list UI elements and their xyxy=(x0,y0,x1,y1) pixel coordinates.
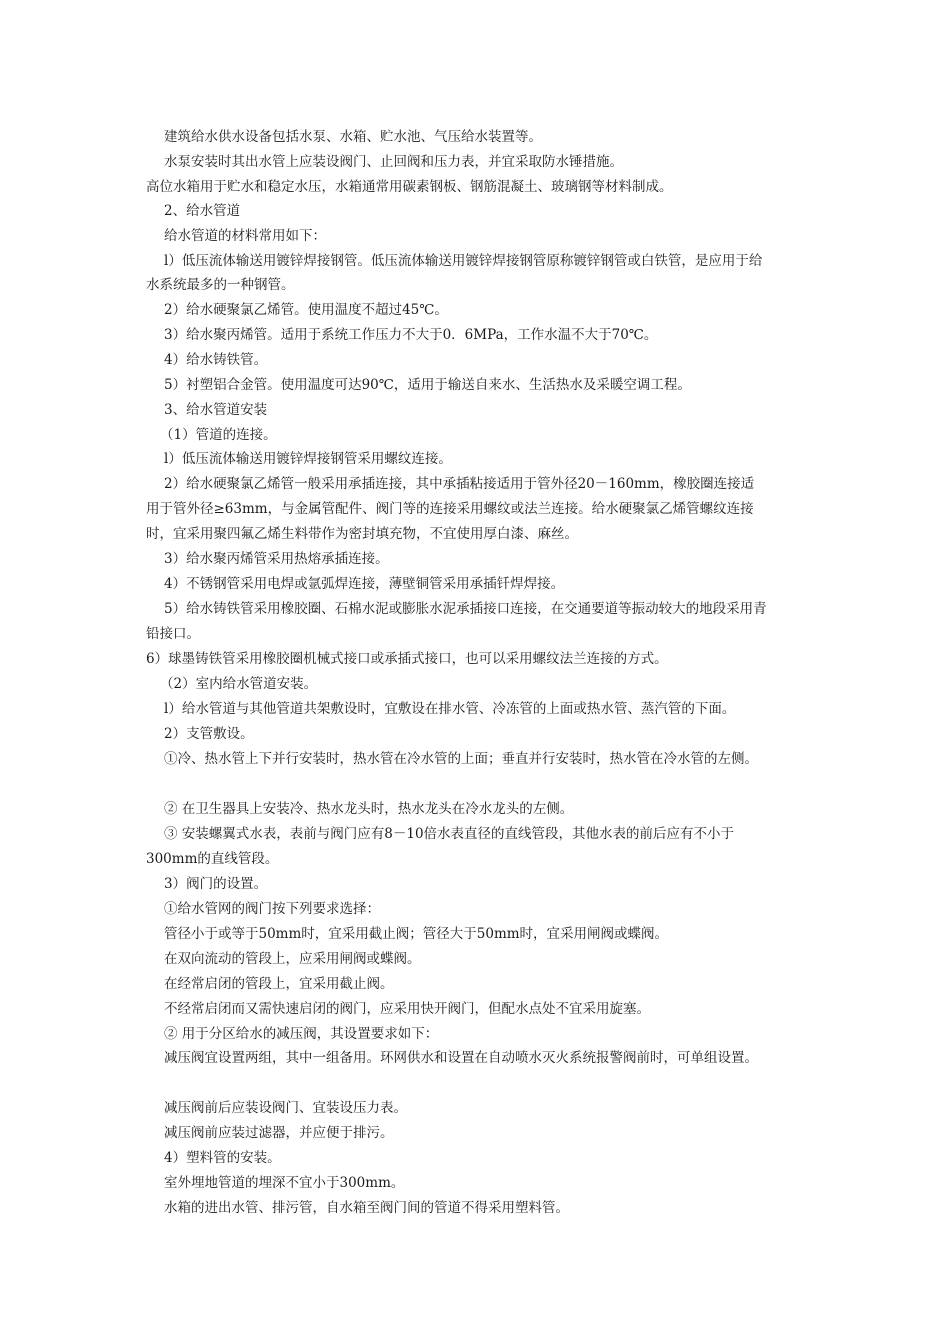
paragraph-line: 在经常启闭的管段上，宜采用截止阀。 xyxy=(164,976,394,992)
paragraph-line: 减压阀前应装过滤器，并应便于排污。 xyxy=(164,1125,394,1141)
paragraph-line: l）低压流体输送用镀锌焊接钢管采用螺纹连接。 xyxy=(164,451,452,467)
paragraph-line: 高位水箱用于贮水和稳定水压，水箱通常用碳素钢板、钢筋混凝土、玻璃钢等材料制成。 xyxy=(146,179,673,195)
paragraph-line: ①冷、热水管上下并行安装时，热水管在冷水管的上面；垂直并行安装时，热水管在冷水管的左侧。 xyxy=(164,751,758,767)
paragraph-line: 在双向流动的管段上，应采用闸阀或蝶阀。 xyxy=(164,951,421,967)
paragraph-line: 时，宜采用聚四氟乙烯生料带作为密封填充物，不宜使用厚白漆、麻丝。 xyxy=(146,526,578,542)
paragraph-line: 管径小于或等于50mm时，宜采用截止阀；管径大于50mm时，宜采用闸阀或蝶阀。 xyxy=(164,926,669,942)
paragraph-line: 用于管外径≥63mm，与金属管配件、阀门等的连接采用螺纹或法兰连接。给水硬聚氯乙烯管螺纹连接 xyxy=(146,501,754,517)
paragraph-line: 5）给水铸铁管采用橡胶圈、石棉水泥或膨胀水泥承插接口连接，在交通要道等振动较大的地段采用青 xyxy=(164,601,767,617)
paragraph-line: 2）给水硬聚氯乙烯管一般采用承插连接，其中承插粘接适用于管外径20－160mm，橡胶圈连接适 xyxy=(164,476,755,492)
paragraph-line: 2）支管敷设。 xyxy=(164,726,254,742)
paragraph-line: 5）衬塑铝合金管。使用温度可达90℃，适用于输送自来水、生活热水及采暖空调工程。 xyxy=(164,377,691,393)
paragraph-line: ③ 安装螺翼式水表，表前与阀门应有8－10倍水表直径的直线管段，其他水表的前后应有不小于 xyxy=(164,826,735,842)
paragraph-line: 室外埋地管道的埋深不宜小于300mm。 xyxy=(164,1175,405,1191)
paragraph-line: 不经常启闭而又需快速启闭的阀门，应采用快开阀门，但配水点处不宜采用旋塞。 xyxy=(164,1001,650,1017)
paragraph-line: 6）球墨铸铁管采用橡胶圈机械式接口或承插式接口，也可以采用螺纹法兰连接的方式。 xyxy=(146,651,668,667)
paragraph-line: 4）给水铸铁管。 xyxy=(164,352,268,368)
paragraph-line: 水箱的进出水管、排污管，自水箱至阀门间的管道不得采用塑料管。 xyxy=(164,1200,569,1216)
paragraph-line: ①给水管网的阀门按下列要求选择： xyxy=(164,901,380,917)
paragraph-line: 3）给水聚丙烯管采用热熔承插连接。 xyxy=(164,551,389,567)
paragraph-line: 减压阀宜设置两组，其中一组备用。环网供水和设置在自动喷水灭火系统报警阀前时，可单组设置。 xyxy=(164,1050,758,1066)
paragraph-line: 300mm的直线管段。 xyxy=(146,851,279,867)
paragraph-line: 铅接口。 xyxy=(146,626,200,642)
paragraph-line: 给水管道的材料常用如下： xyxy=(164,228,326,244)
paragraph-line: 2）给水硬聚氯乙烯管。使用温度不超过45℃。 xyxy=(164,302,448,318)
paragraph-line: 水系统最多的一种钢管。 xyxy=(146,277,295,293)
paragraph-line: ② 用于分区给水的减压阀，其设置要求如下： xyxy=(164,1026,439,1042)
paragraph-line: 4）塑料管的安装。 xyxy=(164,1150,281,1166)
subsection-heading: （2）室内给水管道安装。 xyxy=(160,676,318,692)
section-heading: 2、给水管道 xyxy=(164,203,241,219)
paragraph-line: 水泵安装时其出水管上应装设阀门、止回阀和压力表，并宜采取防水锤措施。 xyxy=(164,154,623,170)
paragraph-line: ② 在卫生器具上安装冷、热水龙头时，热水龙头在冷水龙头的左侧。 xyxy=(164,801,574,817)
paragraph-line: 减压阀前后应装设阀门、宜装设压力表。 xyxy=(164,1100,407,1116)
section-heading: 3、给水管道安装 xyxy=(164,402,268,418)
paragraph-line: 建筑给水供水设备包括水泵、水箱、贮水池、气压给水装置等。 xyxy=(164,129,542,145)
paragraph-line: 4）不锈钢管采用电焊或氩弧焊连接，薄壁铜管采用承插钎焊焊接。 xyxy=(164,576,565,592)
paragraph-line: l）给水管道与其他管道共架敷设时，宜敷设在排水管、冷冻管的上面或热水管、蒸汽管的下面。 xyxy=(164,701,736,717)
paragraph-line: 3）阀门的设置。 xyxy=(164,876,268,892)
paragraph-line: 3）给水聚丙烯管。适用于系统工作压力不大于0．6MPa，工作水温不大于70℃。 xyxy=(164,327,658,343)
paragraph-line: l）低压流体输送用镀锌焊接钢管。低压流体输送用镀锌焊接钢管原称镀锌钢管或白铁管，是应用于给 xyxy=(164,253,763,269)
subsection-heading: （1）管道的连接。 xyxy=(160,427,277,443)
